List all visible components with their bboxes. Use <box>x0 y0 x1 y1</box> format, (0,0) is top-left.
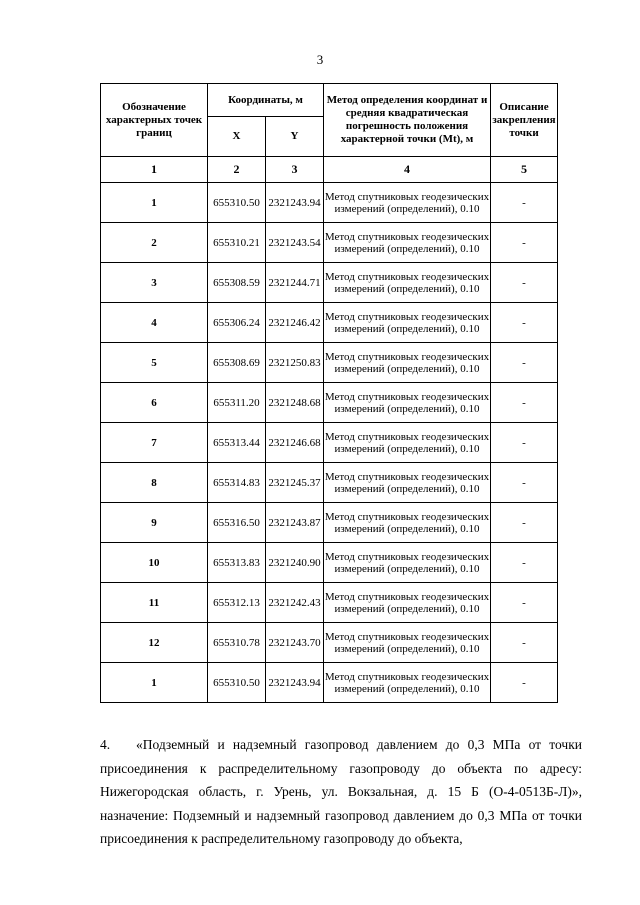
y-coordinate-cell: 2321245.37 <box>266 463 324 503</box>
header-description: Описание закрепления точки <box>491 84 558 157</box>
description-cell: - <box>491 183 558 223</box>
header-coordinates: Координаты, м <box>208 84 324 117</box>
y-coordinate-cell: 2321244.71 <box>266 263 324 303</box>
table-row <box>101 623 558 663</box>
x-coordinate-cell: 655314.83 <box>208 463 266 503</box>
header-method: Метод определения координат и средняя квадратическая погрешность положения характерной точки (Mt), м <box>324 84 491 157</box>
column-number: 5 <box>491 157 558 183</box>
method-cell: Метод спутниковых геодезических измерений (определений), 0.10 <box>324 343 491 383</box>
description-cell: - <box>491 303 558 343</box>
method-cell: Метод спутниковых геодезических измерений (определений), 0.10 <box>324 543 491 583</box>
description-cell: - <box>491 263 558 303</box>
table-row <box>101 503 558 543</box>
y-coordinate-cell: 2321246.42 <box>266 303 324 343</box>
method-cell: Метод спутниковых геодезических измерений (определений), 0.10 <box>324 423 491 463</box>
table-row <box>101 263 558 303</box>
table-row <box>101 383 558 423</box>
method-cell: Метод спутниковых геодезических измерений (определений), 0.10 <box>324 263 491 303</box>
description-cell: - <box>491 623 558 663</box>
table-row <box>101 423 558 463</box>
table-row <box>101 343 558 383</box>
x-coordinate-cell: 655310.78 <box>208 623 266 663</box>
description-cell: - <box>491 223 558 263</box>
point-number-cell: 6 <box>101 383 208 423</box>
description-cell: - <box>491 543 558 583</box>
column-number: 3 <box>266 157 324 183</box>
point-number-cell: 7 <box>101 423 208 463</box>
header-x: X <box>208 117 266 157</box>
description-cell: - <box>491 383 558 423</box>
y-coordinate-cell: 2321243.87 <box>266 503 324 543</box>
method-cell: Метод спутниковых геодезических измерений (определений), 0.10 <box>324 583 491 623</box>
coordinates-table <box>100 83 558 703</box>
y-coordinate-cell: 2321248.68 <box>266 383 324 423</box>
y-coordinate-cell: 2321243.70 <box>266 623 324 663</box>
x-coordinate-cell: 655310.50 <box>208 663 266 703</box>
x-coordinate-cell: 655313.44 <box>208 423 266 463</box>
table-row <box>101 543 558 583</box>
x-coordinate-cell: 655308.59 <box>208 263 266 303</box>
y-coordinate-cell: 2321240.90 <box>266 543 324 583</box>
description-cell: - <box>491 423 558 463</box>
x-coordinate-cell: 655310.50 <box>208 183 266 223</box>
column-numbers-row <box>101 157 558 183</box>
x-coordinate-cell: 655310.21 <box>208 223 266 263</box>
paragraph-text: «Подземный и надземный газопровод давлением до 0,3 МПа от точки присоединения к распределительному газопроводу до объекта по адресу: Нижегородская область, г. Урень, ул. Вокзальная, д. 15 Б (О-4-0513Б-Л)», назначение: Подземный и надземный газопровод давлением до 0,3 МПа от точки присоединения к распределительному газопроводу до объекта, <box>100 737 582 846</box>
method-cell: Метод спутниковых геодезических измерений (определений), 0.10 <box>324 503 491 543</box>
method-cell: Метод спутниковых геодезических измерений (определений), 0.10 <box>324 183 491 223</box>
point-number-cell: 8 <box>101 463 208 503</box>
x-coordinate-cell: 655312.13 <box>208 583 266 623</box>
description-cell: - <box>491 343 558 383</box>
y-coordinate-cell: 2321242.43 <box>266 583 324 623</box>
paragraph-4 <box>100 733 582 851</box>
method-cell: Метод спутниковых геодезических измерений (определений), 0.10 <box>324 623 491 663</box>
header-y: Y <box>266 117 324 157</box>
x-coordinate-cell: 655308.69 <box>208 343 266 383</box>
y-coordinate-cell: 2321246.68 <box>266 423 324 463</box>
point-number-cell: 2 <box>101 223 208 263</box>
y-coordinate-cell: 2321243.94 <box>266 183 324 223</box>
column-number: 4 <box>324 157 491 183</box>
method-cell: Метод спутниковых геодезических измерений (определений), 0.10 <box>324 223 491 263</box>
table-row <box>101 663 558 703</box>
column-number: 2 <box>208 157 266 183</box>
x-coordinate-cell: 655316.50 <box>208 503 266 543</box>
description-cell: - <box>491 463 558 503</box>
method-cell: Метод спутниковых геодезических измерений (определений), 0.10 <box>324 463 491 503</box>
method-cell: Метод спутниковых геодезических измерений (определений), 0.10 <box>324 383 491 423</box>
header-designation: Обозначение характерных точек границ <box>101 84 208 157</box>
table-body <box>101 183 558 703</box>
point-number-cell: 10 <box>101 543 208 583</box>
description-cell: - <box>491 663 558 703</box>
point-number-cell: 1 <box>101 183 208 223</box>
column-number: 1 <box>101 157 208 183</box>
y-coordinate-cell: 2321243.94 <box>266 663 324 703</box>
table-row <box>101 463 558 503</box>
method-cell: Метод спутниковых геодезических измерений (определений), 0.10 <box>324 663 491 703</box>
description-cell: - <box>491 583 558 623</box>
point-number-cell: 11 <box>101 583 208 623</box>
method-cell: Метод спутниковых геодезических измерений (определений), 0.10 <box>324 303 491 343</box>
point-number-cell: 4 <box>101 303 208 343</box>
y-coordinate-cell: 2321250.83 <box>266 343 324 383</box>
x-coordinate-cell: 655313.83 <box>208 543 266 583</box>
point-number-cell: 12 <box>101 623 208 663</box>
point-number-cell: 9 <box>101 503 208 543</box>
point-number-cell: 3 <box>101 263 208 303</box>
x-coordinate-cell: 655311.20 <box>208 383 266 423</box>
paragraph-number: 4. <box>100 737 111 752</box>
x-coordinate-cell: 655306.24 <box>208 303 266 343</box>
point-number-cell: 1 <box>101 663 208 703</box>
table-row <box>101 183 558 223</box>
page-number: 3 <box>316 52 324 67</box>
point-number-cell: 5 <box>101 343 208 383</box>
y-coordinate-cell: 2321243.54 <box>266 223 324 263</box>
table-row <box>101 303 558 343</box>
table-row <box>101 223 558 263</box>
table-row <box>101 583 558 623</box>
description-cell: - <box>491 503 558 543</box>
